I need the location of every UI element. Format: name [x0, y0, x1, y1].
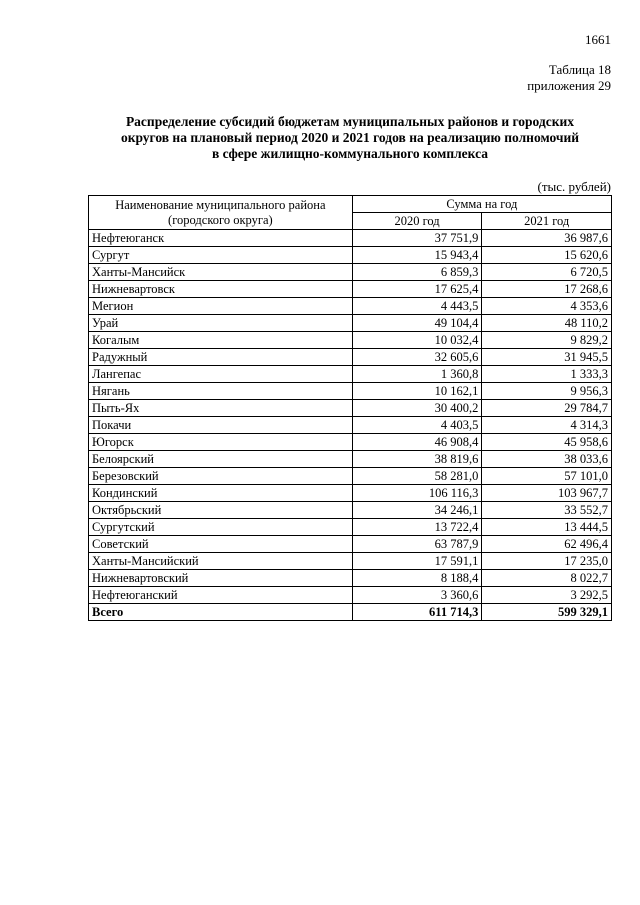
cell-sum-2021: 17 268,6	[482, 281, 612, 298]
caption-table-number: Таблица 18	[548, 62, 611, 77]
cell-district-name: Советский	[89, 536, 353, 553]
cell-sum-2021: 4 314,3	[482, 417, 612, 434]
cell-district-name: Ханты-Мансийск	[89, 264, 353, 281]
cell-sum-2021: 36 987,6	[482, 230, 612, 247]
title-line-3: в сфере жилищно-коммунального комплекса	[211, 146, 489, 161]
cell-district-name: Октябрьский	[89, 502, 353, 519]
cell-sum-2021: 3 292,5	[482, 587, 612, 604]
caption-appendix: приложения 29	[527, 78, 611, 93]
units-label: (тыс. рублей)	[537, 179, 611, 194]
table-row	[89, 332, 612, 349]
table-row	[89, 570, 612, 587]
cell-sum-2021: 13 444,5	[482, 519, 612, 536]
table-row	[89, 230, 612, 247]
cell-sum-2020: 46 908,4	[352, 434, 482, 451]
cell-sum-2020: 37 751,9	[352, 230, 482, 247]
cell-sum-2021: 38 033,6	[482, 451, 612, 468]
cell-sum-2020: 1 360,8	[352, 366, 482, 383]
cell-sum-2021: 31 945,5	[482, 349, 612, 366]
cell-district-name: Нижневартовск	[89, 281, 353, 298]
cell-sum-2021: 33 552,7	[482, 502, 612, 519]
table-row	[89, 468, 612, 485]
header-name-line-2: (городского округа)	[168, 212, 273, 227]
table-row	[89, 502, 612, 519]
cell-sum-2020: 38 819,6	[352, 451, 482, 468]
table-row	[89, 400, 612, 417]
cell-sum-2020: 17 625,4	[352, 281, 482, 298]
cell-district-name: Белоярский	[89, 451, 353, 468]
header-sum: Сумма на год	[352, 196, 611, 213]
cell-district-name: Кондинский	[89, 485, 353, 502]
total-row	[89, 604, 612, 621]
table-row	[89, 315, 612, 332]
cell-sum-2020: 3 360,6	[352, 587, 482, 604]
cell-sum-2020: 58 281,0	[352, 468, 482, 485]
cell-sum-2020: 32 605,6	[352, 349, 482, 366]
cell-sum-2020: 17 591,1	[352, 553, 482, 570]
total-label: Всего	[89, 604, 353, 621]
cell-district-name: Мегион	[89, 298, 353, 315]
table-row	[89, 485, 612, 502]
cell-sum-2021: 57 101,0	[482, 468, 612, 485]
cell-sum-2020: 4 403,5	[352, 417, 482, 434]
cell-sum-2021: 45 958,6	[482, 434, 612, 451]
title-line-2: округов на плановый период 2020 и 2021 годов на реализацию полномочий	[120, 130, 580, 145]
total-2021: 599 329,1	[482, 604, 612, 621]
cell-sum-2021: 17 235,0	[482, 553, 612, 570]
cell-district-name: Нягань	[89, 383, 353, 400]
cell-district-name: Югорск	[89, 434, 353, 451]
cell-sum-2021: 9 956,3	[482, 383, 612, 400]
cell-district-name: Нефтеюганский	[89, 587, 353, 604]
table-row	[89, 264, 612, 281]
document-title	[88, 114, 612, 162]
cell-district-name: Лангепас	[89, 366, 353, 383]
table-row	[89, 536, 612, 553]
cell-sum-2020: 10 032,4	[352, 332, 482, 349]
cell-district-name: Когалым	[89, 332, 353, 349]
cell-district-name: Ханты-Мансийский	[89, 553, 353, 570]
table-row	[89, 247, 612, 264]
table-row	[89, 298, 612, 315]
cell-sum-2021: 29 784,7	[482, 400, 612, 417]
cell-sum-2020: 4 443,5	[352, 298, 482, 315]
cell-sum-2020: 106 116,3	[352, 485, 482, 502]
table-row	[89, 434, 612, 451]
subsidy-table	[88, 195, 612, 621]
table-row	[89, 417, 612, 434]
cell-sum-2020: 10 162,1	[352, 383, 482, 400]
cell-sum-2021: 62 496,4	[482, 536, 612, 553]
cell-sum-2020: 63 787,9	[352, 536, 482, 553]
cell-sum-2020: 6 859,3	[352, 264, 482, 281]
cell-district-name: Нижневартовский	[89, 570, 353, 587]
cell-sum-2021: 1 333,3	[482, 366, 612, 383]
cell-sum-2020: 34 246,1	[352, 502, 482, 519]
cell-sum-2021: 48 110,2	[482, 315, 612, 332]
table-row	[89, 366, 612, 383]
page-number: 1661	[585, 32, 611, 47]
cell-sum-2021: 15 620,6	[482, 247, 612, 264]
cell-district-name: Урай	[89, 315, 353, 332]
cell-sum-2020: 15 943,4	[352, 247, 482, 264]
table-header	[89, 196, 612, 230]
cell-district-name: Нефтеюганск	[89, 230, 353, 247]
cell-sum-2021: 103 967,7	[482, 485, 612, 502]
table-body	[89, 230, 612, 604]
cell-sum-2020: 8 188,4	[352, 570, 482, 587]
cell-sum-2020: 49 104,4	[352, 315, 482, 332]
cell-district-name: Сургутский	[89, 519, 353, 536]
table-row	[89, 383, 612, 400]
table-row	[89, 281, 612, 298]
cell-district-name: Сургут	[89, 247, 353, 264]
table-caption	[527, 62, 611, 94]
table-row	[89, 519, 612, 536]
table-row	[89, 553, 612, 570]
total-2020: 611 714,3	[352, 604, 482, 621]
header-year-2020: 2020 год	[352, 213, 482, 230]
cell-sum-2021: 4 353,6	[482, 298, 612, 315]
cell-sum-2021: 6 720,5	[482, 264, 612, 281]
title-line-1: Распределение субсидий бюджетам муниципальных районов и городских	[125, 114, 575, 129]
header-name-line-1: Наименование муниципального района	[115, 197, 326, 212]
header-year-2021: 2021 год	[482, 213, 612, 230]
cell-district-name: Покачи	[89, 417, 353, 434]
cell-sum-2020: 13 722,4	[352, 519, 482, 536]
table-row	[89, 349, 612, 366]
cell-district-name: Пыть-Ях	[89, 400, 353, 417]
cell-sum-2021: 9 829,2	[482, 332, 612, 349]
header-name	[89, 196, 353, 230]
cell-district-name: Радужный	[89, 349, 353, 366]
table-row	[89, 451, 612, 468]
cell-sum-2020: 30 400,2	[352, 400, 482, 417]
table-row	[89, 587, 612, 604]
cell-district-name: Березовский	[89, 468, 353, 485]
cell-sum-2021: 8 022,7	[482, 570, 612, 587]
